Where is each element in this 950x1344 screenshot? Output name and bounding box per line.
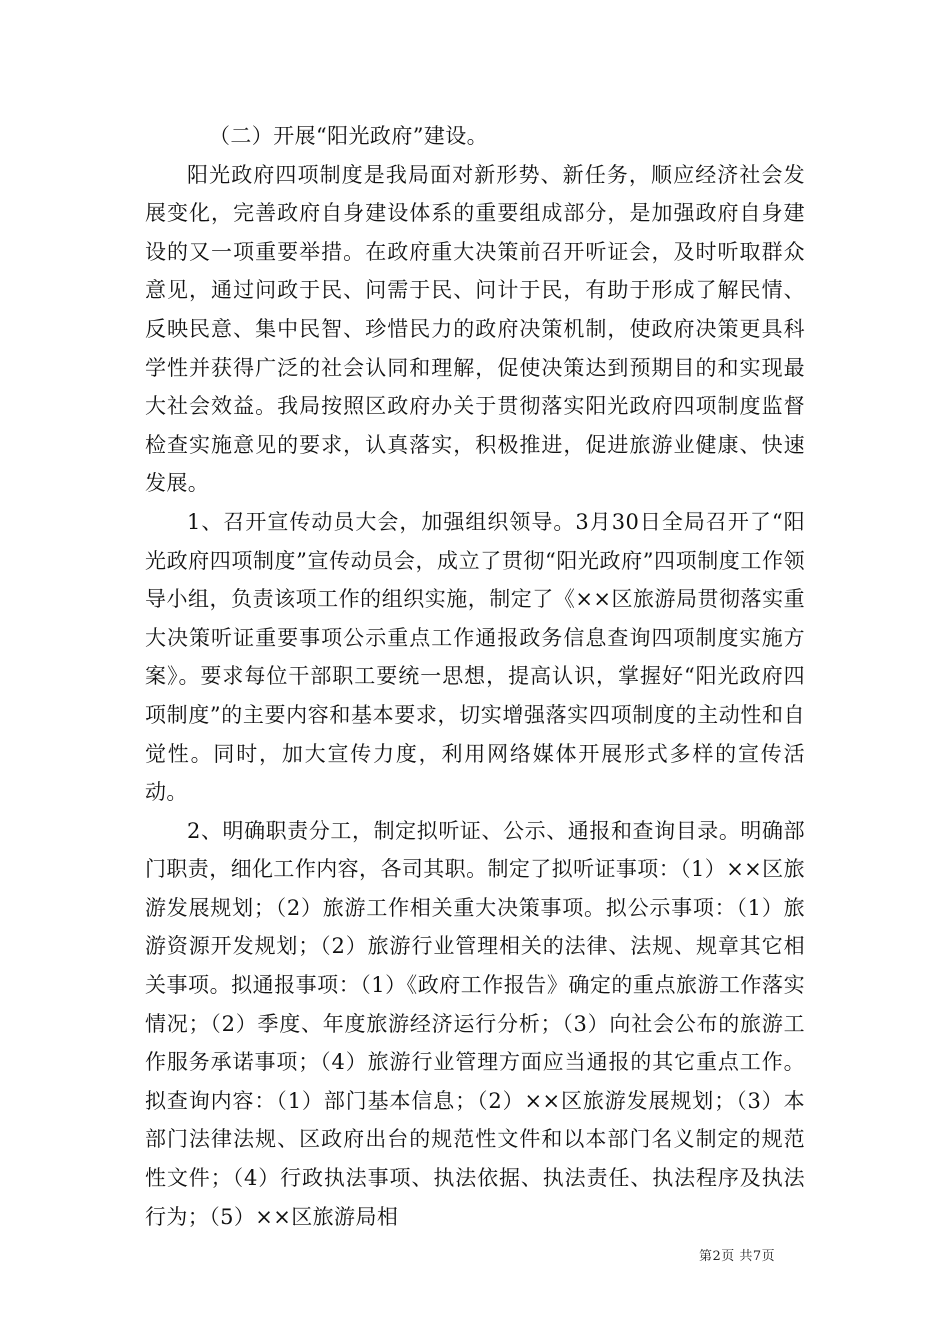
- section-heading: （二）开展“阳光政府”建设。: [209, 124, 489, 148]
- paragraph-item-2: 2、明确职责分工，制定拟听证、公示、通报和查询目录。明确部门职责，细化工作内容，各司其职。制定了拟听证事项：（1）××区旅游发展规划；（2）旅游工作相关重大决策事项。拟公示事项：（1）旅游资源开发规划；（2）旅游行业管理相关的法律、法规、规章其它相关事项。拟通报事项：（1）《政府工作报告》确定的重点旅游工作落实情况；（2）季度、年度旅游经济运行分析；（3）向社会公布的旅游工作服务承诺事项；（4）旅游行业管理方面应当通报的其它重点工作。拟查询内容：（1）部门基本信息；（2）××区旅游发展规划；（3）本部门法律法规、区政府出台的规范性文件和以本部门名义制定的规范性文件；（4）行政执法事项、执法依据、执法责任、执法程序及执法行为；（5）××区旅游局相: [145, 818, 805, 1229]
- page-number-footer: 第2页 共7页: [699, 1249, 776, 1264]
- document-body: [145, 117, 805, 1236]
- paragraph-intro: 阳光政府四项制度是我局面对新形势、新任务，顺应经济社会发展变化，完善政府自身建设体系的重要组成部分，是加强政府自身建设的又一项重要举措。在政府重大决策前召开听证会，及时听取群众意见，通过问政于民、问需于民、问计于民，有助于形成了解民情、反映民意、集中民智、珍惜民力的政府决策机制，使政府决策更具科学性并获得广泛的社会认同和理解，促使决策达到预期目的和实现最大社会效益。我局按照区政府办关于贯彻落实阳光政府四项制度监督检查实施意见的要求，认真落实，积极推进，促进旅游业健康、快速发展。: [145, 162, 805, 496]
- paragraph-item-1: 1、召开宣传动员大会，加强组织领导。3月30日全局召开了“阳光政府四项制度”宣传动员会，成立了贯彻“阳光政府”四项制度工作领导小组，负责该项工作的组织实施，制定了《××区旅游局贯彻落实重大决策听证重要事项公示重点工作通报政务信息查询四项制度实施方案》。要求每位干部职工要统一思想，提高认识，掌握好“阳光政府四项制度”的主要内容和基本要求，切实增强落实四项制度的主动性和自觉性。同时，加大宣传力度，利用网络媒体开展形式多样的宣传活动。: [145, 509, 805, 805]
